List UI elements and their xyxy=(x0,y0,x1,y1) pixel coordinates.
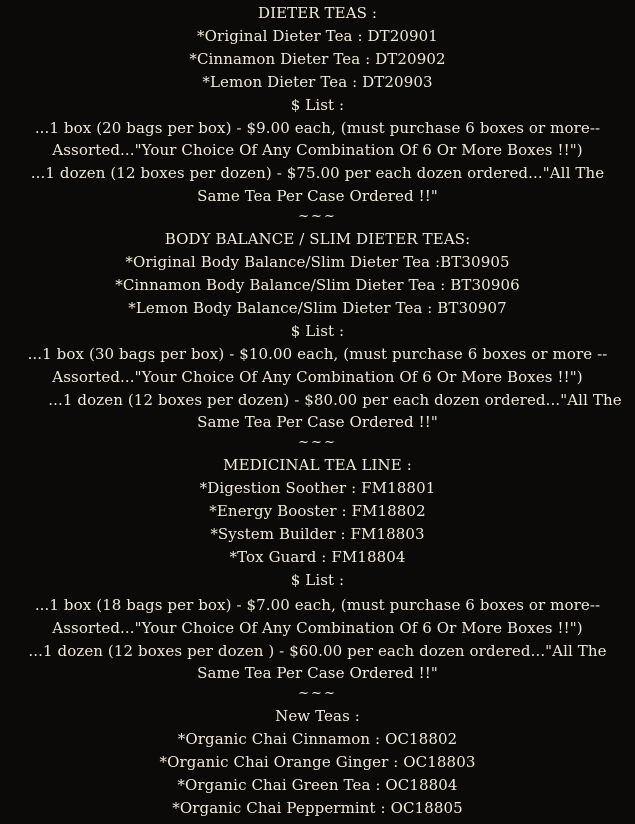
list-label: $ List : xyxy=(290,570,345,589)
section-heading: MEDICINAL TEA LINE : xyxy=(223,456,412,475)
product-item: *Cinnamon Dieter Tea : DT20902 xyxy=(189,49,446,68)
pricing-line: ...1 box (18 bags per box) - $7.00 each, (must purchase 6 boxes or more-- xyxy=(34,595,601,614)
pricing-line: Same Tea Per Case Ordered !!" xyxy=(197,413,438,432)
pricing-line: ...1 dozen (12 boxes per dozen) - $75.00 per each dozen ordered..."All The xyxy=(30,164,605,183)
product-item: *Digestion Soother : FM18801 xyxy=(199,479,436,498)
pricing-line: Assorted..."Your Choice Of Any Combination Of 6 Or More Boxes !!") xyxy=(52,618,583,637)
section-heading: New Teas : xyxy=(275,707,360,726)
pricing-line: Assorted..."Your Choice Of Any Combination Of 6 Or More Boxes !!") xyxy=(52,141,583,160)
section-heading: BODY BALANCE / SLIM DIETER TEAS: xyxy=(164,230,471,249)
section-body-balance-teas xyxy=(0,228,635,454)
product-item: *Organic Chai Green Tea : OC18804 xyxy=(177,776,458,795)
pricing-line: ...1 dozen (12 boxes per dozen ) - $60.00 per each dozen ordered..."All The xyxy=(28,641,607,660)
product-item: *Lemon Body Balance/Slim Dieter Tea : BT30907 xyxy=(128,298,507,317)
section-heading: DIETER TEAS : xyxy=(257,4,378,22)
section-dieter-teas xyxy=(0,2,635,228)
product-item: *Original Body Balance/Slim Dieter Tea :BT30905 xyxy=(125,253,510,272)
product-item: *Cinnamon Body Balance/Slim Dieter Tea : BT30906 xyxy=(115,275,520,294)
product-item: *Tox Guard : FM18804 xyxy=(229,547,406,566)
pricing-line: Assorted..."Your Choice Of Any Combination Of 6 Or More Boxes !!") xyxy=(52,367,583,386)
product-item: *Original Dieter Tea : DT20901 xyxy=(197,26,438,45)
product-item: *Organic Chai Orange Ginger : OC18803 xyxy=(159,753,476,772)
pricing-line: ...1 box (20 bags per box) - $9.00 each, (must purchase 6 boxes or more-- xyxy=(34,118,601,137)
product-item: *Energy Booster : FM18802 xyxy=(209,502,426,521)
section-medicinal-tea-line xyxy=(0,454,635,705)
product-item: *Organic Chai Peppermint : OC18805 xyxy=(172,799,463,817)
pricing-line: Same Tea Per Case Ordered !!" xyxy=(197,187,438,206)
section-separator: ~~~ xyxy=(298,435,337,451)
list-label: $ List : xyxy=(290,321,345,340)
pricing-line: ...1 dozen (12 boxes per dozen) - $80.00 per each dozen ordered..."All The xyxy=(48,390,622,409)
section-new-teas xyxy=(0,705,635,820)
section-separator: ~~~ xyxy=(298,686,337,702)
list-label: $ List : xyxy=(290,95,345,114)
product-item: *Organic Chai Cinnamon : OC18802 xyxy=(177,730,458,749)
pricing-line: Same Tea Per Case Ordered !!" xyxy=(197,664,438,683)
pricing-line: ...1 box (30 bags per box) - $10.00 each, (must purchase 6 boxes or more -- xyxy=(27,344,608,363)
product-item: *Lemon Dieter Tea : DT20903 xyxy=(202,72,433,91)
section-separator: ~~~ xyxy=(298,209,337,225)
product-item: *System Builder : FM18803 xyxy=(210,525,425,544)
